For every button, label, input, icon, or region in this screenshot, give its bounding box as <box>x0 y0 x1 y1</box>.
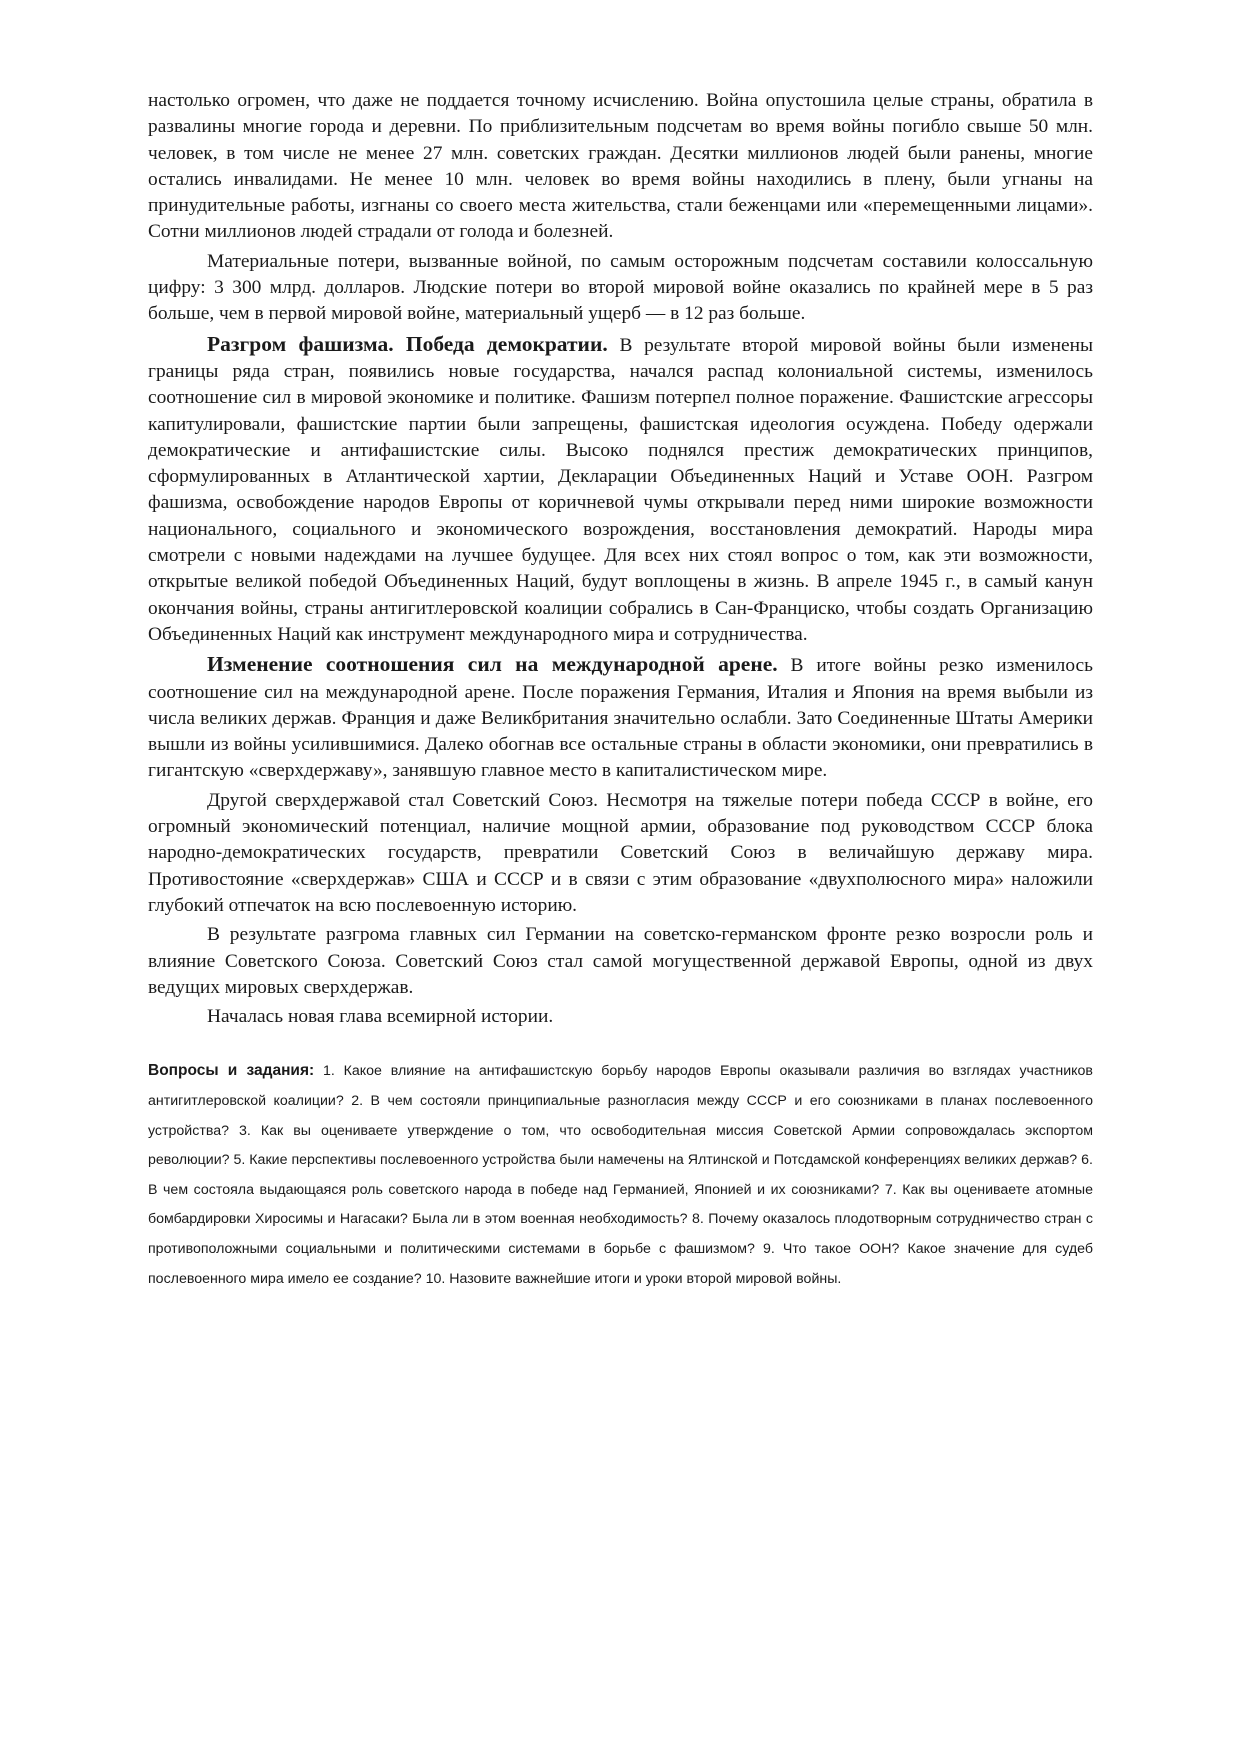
paragraph-text: В итоге войны резко изменилось соотношение сил на международной арене. После поражения Германия, Италия и Япония на время выбыли из числа великих держав. Франция и даже Великбритания значительно ослабли. Зато Соединенные Штаты Америки вышли из войны усилившимися. Далеко обогнав все остальные страны в области экономики, они превратились в гигантскую «сверхдержаву», занявшую главное место в капиталистическом мире. <box>148 655 1093 782</box>
paragraph <box>148 331 1093 649</box>
section-heading: Разгром фашизма. Победа демократии. <box>207 331 608 356</box>
questions-label: Вопросы и задания: <box>148 1062 315 1080</box>
body-text <box>148 88 1093 1030</box>
paragraph <box>148 651 1093 784</box>
paragraph: настолько огромен, что даже не поддается точному исчислению. Война опустошила целые страны, обратила в развалины многие города и деревни. По приблизительным подсчетам во время войны погибло свыше 50 млн. человек, в том числе не менее 27 млн. советских граждан. Десятки миллионов людей были ранены, многие остались инвалидами. Не менее 10 млн. человек во время войны находились в плену, были угнаны на принудительные работы, изгнаны со своего места жительства, стали беженцами или «перемещенными лицами». Сотни миллионов людей страдали от голода и болезней. <box>148 90 1093 243</box>
section-heading: Изменение соотношения сил на международной арене. <box>207 652 778 677</box>
paragraph: Материальные потери, вызванные войной, по самым осторожным подсчетам составили колоссальную цифру: 3 300 млрд. долларов. Людские потери во второй мировой войне оказались по крайней мере в 5 раз больше, чем в первой мировой войне, материальный ущерб — в 12 раз больше. <box>148 250 1093 325</box>
paragraph: Другой сверхдержавой стал Советский Союз. Несмотря на тяжелые потери победа СССР в войне, его огромный экономический потенциал, наличие мощной армии, образование под руководством СССР блока народно-демократических государств, превратили Советский Союз в величайшую державу мира. Противостояние «сверхдержав» США и СССР и в связи с этим образование «двухполюсного мира» наложили глубокий отпечаток на всю послевоенную историю. <box>148 789 1093 916</box>
questions-block <box>148 1056 1093 1294</box>
questions-text: 1. Какое влияние на антифашистскую борьбу народов Европы оказывали различия во взглядах участников антигитлеровской коалиции? 2. В чем состояли принципиальные разногласия между СССР и его союзниками в планах послевоенного устройства? 3. Как вы оцениваете утверждение о том, что освободительная миссия Советской Армии сопровождалась экспортом революции? 5. Какие перспективы послевоенного устройства были намечены на Ялтинской и Потсдамской конференциях великих держав? 6. В чем состояла выдающаяся роль советского народа в победе над Германией, Японией и их союзниками? 7. Как вы оцениваете атомные бомбардировки Хиросимы и Нагасаки? Была ли в этом военная необходимость? 8. Почему оказалось плодотворным сотрудничество стран с противоположными социальными и политическими системами в борьбе с фашизмом? 9. Что такое ООН? Какое значение для судеб послевоенного мира имело ее создание? 10. Назовите важнейшие итоги и уроки второй мировой войны. <box>148 1063 1093 1287</box>
paragraph: В результате разгрома главных сил Германии на советско-германском фронте резко возросли роль и влияние Советского Союза. Советский Союз стал самой могущественной державой Европы, одной из двух ведущих мировых сверхдержав. <box>148 924 1093 998</box>
document-page <box>148 88 1093 1294</box>
paragraph: Началась новая глава всемирной истории. <box>207 1006 554 1028</box>
paragraph-text: В результате второй мировой войны были изменены границы ряда стран, появились новые государства, начался распад колониальной системы, изменилось соотношение сил в мировой экономике и политике. Фашизм потерпел полное поражение. Фашистские агрессоры капитулировали, фашистские партии были запрещены, фашистская идеология осуждена. Победу одержали демократические и антифашистские силы. Высоко поднялся престиж демократических принципов, сформулированных в Атлантической хартии, Декларации Объединенных Наций и Уставе ООН. Разгром фашизма, освобождение народов Европы от коричневой чумы открывали перед ними широкие возможности национального, социального и экономического возрождения, восстановления демократий. Народы мира смотрели с новыми надеждами на лучшее будущее. Для всех них стоял вопрос о том, как эти возможности, открытые великой победой Объединенных Наций, будут воплощены в жизнь. В апреле 1945 г., в самый канун окончания войны, страны антигитлеровской коалиции собрались в Сан-Франциско, чтобы создать Организацию Объединенных Наций как инструмент международного мира и сотрудничества. <box>148 334 1093 645</box>
